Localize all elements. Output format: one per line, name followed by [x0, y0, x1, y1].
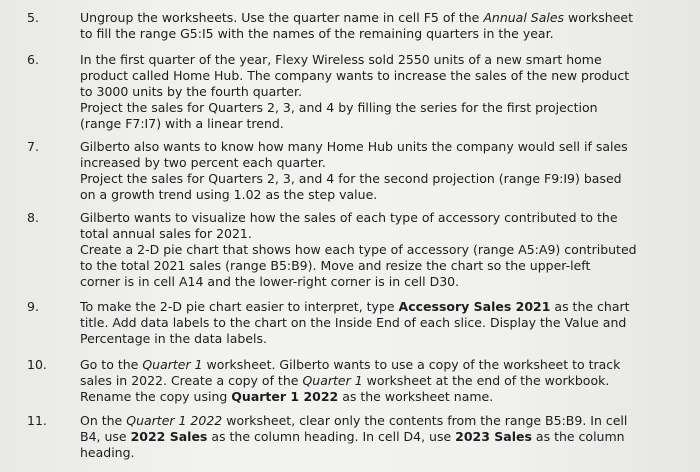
text-line [80, 26, 695, 42]
text-line [80, 331, 695, 347]
text-line [80, 171, 695, 187]
text-run: Ungroup the worksheets. Use the quarter name in cell F5 of the [80, 10, 484, 25]
step-number: 8. [27, 210, 39, 225]
step-number: 9. [27, 299, 39, 314]
step-text [80, 413, 695, 461]
step-number: 10. [27, 357, 47, 372]
step-number: 7. [27, 139, 39, 154]
text-line [80, 389, 695, 405]
bold-text: Accessory Sales 2021 [398, 299, 551, 314]
step-text [80, 357, 695, 405]
text-line [80, 187, 695, 203]
text-run: worksheet, clear only the contents from the range B5:B9. In cell [222, 413, 628, 428]
text-line [80, 139, 695, 155]
text-line [80, 445, 695, 461]
text-run: heading. [80, 445, 135, 460]
text-line [80, 274, 695, 290]
step-text [80, 52, 695, 132]
text-run: On the [80, 413, 127, 428]
text-line [80, 429, 695, 445]
text-line [80, 258, 695, 274]
text-run: Gilberto wants to visualize how the sales of each type of accessory contributed to the [80, 210, 618, 225]
text-line [80, 373, 695, 389]
step-text [80, 210, 695, 290]
text-run: worksheet [564, 10, 633, 25]
text-line [80, 299, 695, 315]
text-run: Rename the copy using [80, 389, 232, 404]
step-number: 6. [27, 52, 39, 67]
text-run: sales in 2022. Create a copy of the [80, 373, 303, 388]
text-run: increased by two percent each quarter. [80, 155, 326, 170]
text-run: corner is in cell A14 and the lower-right corner is in cell D30. [80, 274, 460, 289]
text-line [80, 315, 695, 331]
text-run: Project the sales for Quarters 2, 3, and 4 for the second projection (range F9:I9) based [80, 171, 622, 186]
text-run: In the first quarter of the year, Flexy Wireless sold 2550 units of a new smart home [80, 52, 602, 67]
text-run: To make the 2-D pie chart easier to interpret, type [80, 299, 399, 314]
text-run: to 3000 units by the fourth quarter. [80, 84, 302, 99]
text-line [80, 100, 695, 116]
text-run: product called Home Hub. The company wants to increase the sales of the new product [80, 68, 630, 83]
bold-text: 2022 Sales [130, 429, 208, 444]
text-run: to fill the range G5:I5 with the names of the remaining quarters in the year. [80, 26, 554, 41]
text-run: (range F7:I7) with a linear trend. [80, 116, 284, 131]
text-line [80, 10, 695, 26]
text-line [80, 52, 695, 68]
step-text [80, 10, 695, 42]
text-run: to the total 2021 sales (range B5:B9). Move and resize the chart so the upper-left [80, 258, 591, 273]
text-line [80, 242, 695, 258]
text-run: as the column heading. In cell D4, use [207, 429, 456, 444]
text-run: Project the sales for Quarters 2, 3, and 4 by filling the series for the first projection [80, 100, 598, 115]
step-text [80, 299, 695, 347]
text-run: as the chart [550, 299, 630, 314]
text-run: total annual sales for 2021. [80, 226, 252, 241]
italic-text: Quarter 1 [302, 373, 363, 388]
text-line [80, 68, 695, 84]
italic-text: Quarter 1 [142, 357, 203, 372]
bold-text: 2023 Sales [455, 429, 532, 444]
step-number: 5. [27, 10, 39, 25]
text-line [80, 413, 695, 429]
step-number: 11. [27, 413, 47, 428]
text-run: as the worksheet name. [338, 389, 494, 404]
text-run: title. Add data labels to the chart on the Inside End of each slice. Display the Value and [80, 315, 627, 330]
text-line [80, 226, 695, 242]
step-text [80, 139, 695, 203]
text-run: on a growth trend using 1.02 as the step value. [80, 187, 378, 202]
italic-text: Annual Sales [483, 10, 565, 25]
bold-text: Quarter 1 2022 [231, 389, 339, 404]
italic-text: Quarter 1 2022 [126, 413, 223, 428]
text-run: as the column [531, 429, 625, 444]
text-line [80, 155, 695, 171]
text-line [80, 116, 695, 132]
text-line [80, 210, 695, 226]
text-run: worksheet. Gilberto wants to use a copy of the worksheet to track [202, 357, 621, 372]
text-run: B4, use [80, 429, 131, 444]
text-run: Create a 2-D pie chart that shows how each type of accessory (range A5:A9) contributed [80, 242, 637, 257]
text-line [80, 357, 695, 373]
text-line [80, 84, 695, 100]
text-run: worksheet at the end of the workbook. [362, 373, 610, 388]
text-run: Go to the [80, 357, 143, 372]
text-run: Percentage in the data labels. [80, 331, 267, 346]
text-run: Gilberto also wants to know how many Home Hub units the company would sell if sales [80, 139, 628, 154]
